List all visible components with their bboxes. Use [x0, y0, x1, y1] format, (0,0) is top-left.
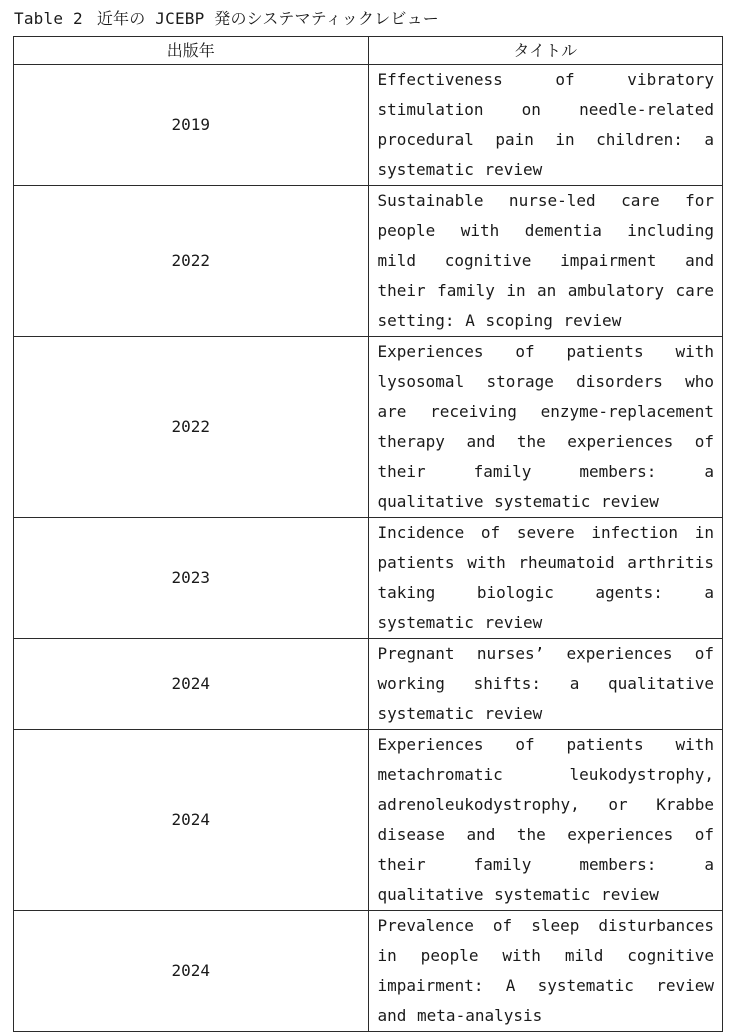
table-caption	[14, 6, 439, 32]
row-title: Effectiveness of vibratory stimulation on needle-related procedural pain in children: a systematic review	[368, 65, 723, 186]
header-title: タイトル	[368, 37, 723, 65]
table-row	[14, 65, 723, 186]
table-row	[14, 730, 723, 911]
row-year: 2024	[14, 730, 369, 911]
row-year: 2024	[14, 639, 369, 730]
row-year: 2023	[14, 518, 369, 639]
header-year: 出版年	[14, 37, 369, 65]
systematic-review-table	[13, 36, 723, 1032]
table-row	[14, 518, 723, 639]
row-title: Experiences of patients with lysosomal storage disorders who are receiving enzyme-replacement therapy and the experiences of their family members: a qualitative systematic review	[368, 337, 723, 518]
row-year: 2022	[14, 186, 369, 337]
table-row	[14, 639, 723, 730]
table-caption-text: 近年の JCEBP 発のシステマティックレビュー	[96, 9, 439, 28]
row-title: Incidence of severe infection in patients with rheumatoid arthritis taking biologic agents: a systematic review	[368, 518, 723, 639]
row-title: Prevalence of sleep disturbances in people with mild cognitive impairment: A systematic review and meta-analysis	[368, 911, 723, 1032]
row-year: 2019	[14, 65, 369, 186]
table-row	[14, 186, 723, 337]
table-caption-label: Table 2	[14, 9, 83, 28]
table-row	[14, 337, 723, 518]
row-title: Pregnant nurses’ experiences of working shifts: a qualitative systematic review	[368, 639, 723, 730]
table-header-row	[14, 37, 723, 65]
table-row	[14, 911, 723, 1032]
row-title: Experiences of patients with metachromatic leukodystrophy, adrenoleukodystrophy, or Krabbe disease and the experiences of their family members: a qualitative systematic review	[368, 730, 723, 911]
row-title: Sustainable nurse-led care for people with dementia including mild cognitive impairment and their family in an ambulatory care setting: A scoping review	[368, 186, 723, 337]
row-year: 2022	[14, 337, 369, 518]
row-year: 2024	[14, 911, 369, 1032]
